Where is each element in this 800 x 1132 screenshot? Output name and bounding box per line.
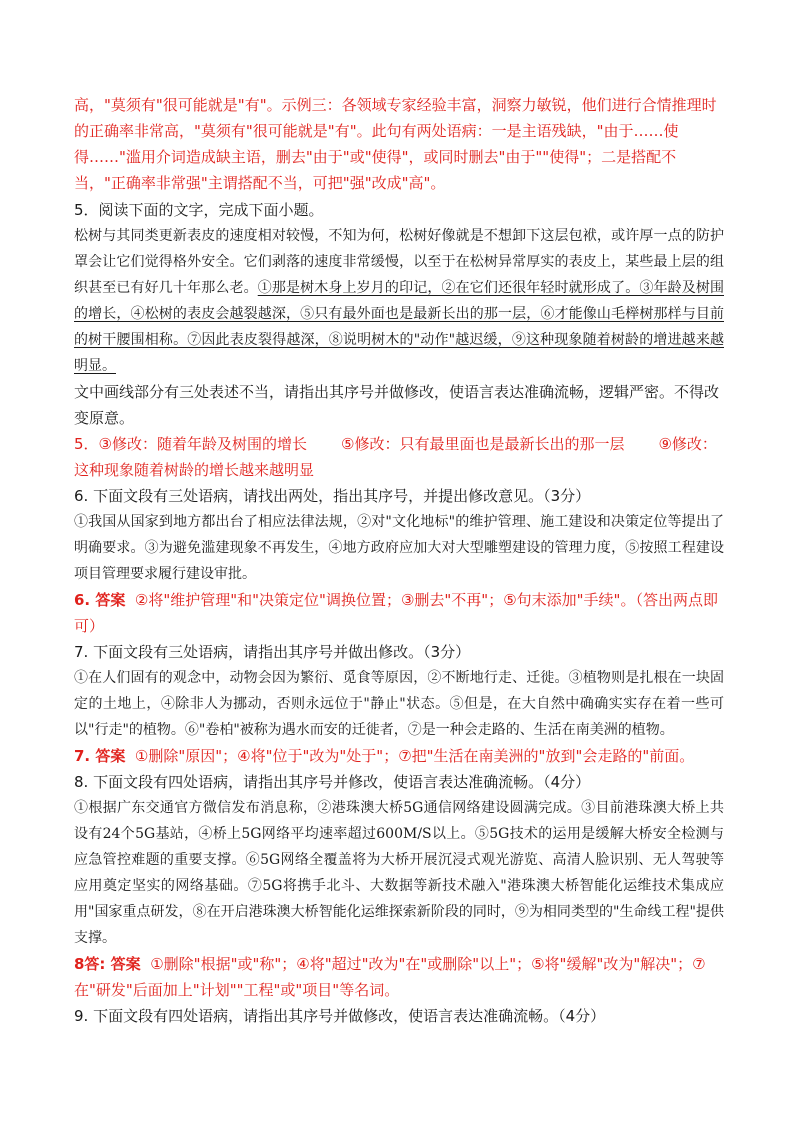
q5-answer-d: 种现象随着树龄的增长越来越明显 xyxy=(89,461,315,479)
q7-prompt: 7. 下面文段有三处语病，请指出其序号并做出修改。（3分） xyxy=(74,643,471,661)
q5-passage-plain: 松树与其同类更新表皮的速度相对较慢，不知为何，松树好像就是不想卸下这层包袱，或许厚一点的防护罩会让它们觉得格外安全。它们剥落的速度非常缓慢，以至于在松树异常厚实的表皮上，某些最上层的组织甚至已有好几十年那么老。 xyxy=(74,228,724,296)
previous-answer: 高，"莫须有"很可能就是"有"。示例三：各领域专家经验丰富，洞察力敏锐，他们进行合情推理时的正确率非常高，"莫须有"很可能就是"有"。此句有两处语病：一是主语残缺，"由于……使得……"滥用介词造成缺主语，删去"由于"或"使得"，或同时删去"由于""使得"；二是搭配不当，"正确率非常强"主谓搭配不当，可把"强"改成"高"。 xyxy=(74,96,717,192)
q5-prompt: 5．阅读下面的文字，完成下面小题。 xyxy=(74,201,324,219)
q6-answer-label: 6. 答案 xyxy=(74,591,126,609)
q7-passage: ①在人们固有的观念中，动物会因为繁衍、觅食等原因，②不断地行走、迁徙。③植物则是扎根在一块固定的土地上，④除非人为挪动，否则永远位于"静止"状态。⑤但是，在大自然中确确实实存在着一些可以"行走"的植物。⑥"卷柏"被称为遇水而安的迁徙者，⑦是一种会走路的、生活在南美洲的植物。 xyxy=(74,670,724,738)
q8-answer-text: ①删除"根据"或"称"；④将"超过"改为"在"或删除"以上"；⑤将"缓解"改为"解决"；⑦在"研发"后面加上"计划""工程"或"项目"等名词。 xyxy=(74,955,706,999)
q5-answer-c: ⑨修改：这 xyxy=(74,435,717,479)
q7-answer-label: 7. 答案 xyxy=(74,747,126,765)
q8-passage: ①根据广东交通官方微信发布消息称，②港珠澳大桥5G通信网络建设圆满完成。③目前港珠澳大桥上共设有24个5G基站，④桥上5G网络平均速率超过600M/S以上。⑤5G技术的运用是缓解大桥安全检测与应急管控难题的重要支撑。⑥5G网络全覆盖将为大桥开展沉浸式观光游览、高清人脸识别、无人驾驶等应用奠定坚实的网络基础。⑦5G将携手北斗、大数据等新技术融入"港珠澳大桥智能化运维技术集成应用"国家重点研发，⑧在开启港珠澳大桥智能化运维探索新阶段的同时，⑨为相同类型的"生命线工程"提供支撑。 xyxy=(74,800,724,946)
q6-passage: ①我国从国家到地方都出台了相应法律法规，②对"文化地标"的维护管理、施工建设和决策定位等提出了明确要求。③为避免滥建现象不再发生，④地方政府应加大对大型雕塑建设的管理力度，⑤按照工程建设项目管理要求履行建设审批。 xyxy=(74,514,724,582)
q5-passage xyxy=(74,223,724,379)
q6-answer xyxy=(74,587,724,639)
q5-answer xyxy=(74,431,724,483)
q5-answer-b: ⑤修改：只有最里面也是最新长出的那一层 xyxy=(341,435,625,453)
q5-passage-underlined: ①那是树木身上岁月的印记，②在它们还很年轻时就形成了。③年龄及树围的增长，④松树的表皮会越裂越深，⑤只有最外面也是最新长出的那一层，⑥才能像山毛榉树那样与目前的树干腰围相称。⑦因此表皮裂得越深，⑧说明树木的"动作"越迟缓，⑨这种现象随着树龄的增进越来越明显。 xyxy=(74,280,724,374)
q5-instruction: 文中画线部分有三处表述不当，请指出其序号并做修改，使语言表达准确流畅，逻辑严密。不得改变原意。 xyxy=(74,383,720,427)
q6-prompt: 6. 下面文段有三处语病，请找出两处，指出其序号，并提出修改意见。（3分） xyxy=(74,487,591,505)
q5-answer-a: 5．③修改：随着年龄及树围的增长 xyxy=(74,435,307,453)
q7-answer xyxy=(74,743,724,769)
q9-prompt: 9. 下面文段有四处语病，请指出其序号并做修改，使语言表达准确流畅。（4分） xyxy=(74,1007,606,1025)
document-page xyxy=(74,92,724,1029)
q8-answer xyxy=(74,951,724,1003)
q8-prompt: 8. 下面文段有四处语病，请指出其序号并修改，使语言表达准确流畅。（4分） xyxy=(74,773,591,791)
q6-answer-text: ②将"维护管理"和"决策定位"调换位置；③删去"不再"；⑤句末添加"手续"。（答出两点即可） xyxy=(74,591,718,635)
q7-answer-text: ①删除"原因"；④将"位于"改为"处于"；⑦把"生活在南美洲的"放到"会走路的"前面。 xyxy=(134,747,695,765)
q8-answer-label: 8答: 答案 xyxy=(74,955,141,973)
